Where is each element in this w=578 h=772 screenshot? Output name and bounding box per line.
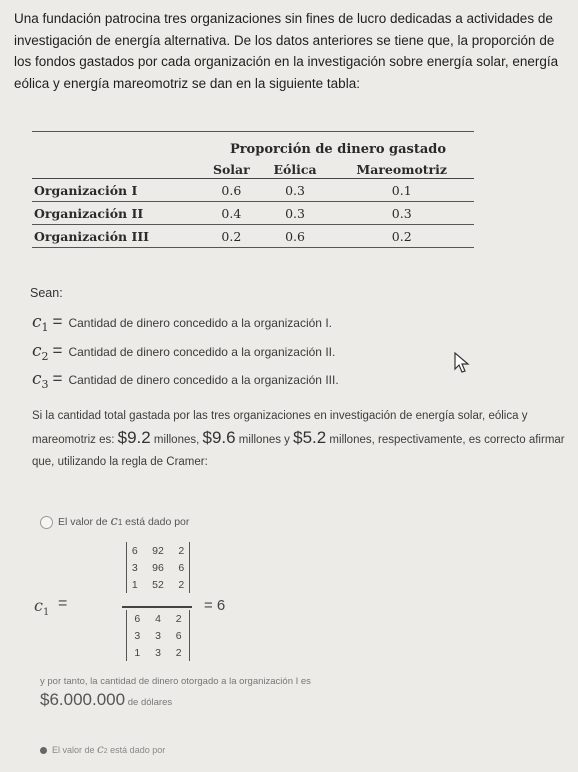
table-cell: 0.6 [202, 179, 261, 202]
definition-text: Cantidad de dinero concedido a la organización I. [68, 316, 332, 330]
answer-option-1[interactable]: El valor de c1 está dado por [40, 514, 189, 529]
numerator-determinant: 6 92 2 3 96 6 1 52 2 [126, 542, 190, 593]
row-label: Organización III [32, 225, 202, 248]
problem-intro: Una fundación patrocina tres organizaciones sin fines de lucro dedicadas a actividades de investigación de energía alternativa. De los datos anteriores se tiene que, la proporción de los fondos gastados por cada organización en la investigación sobre energía solar, energía eólica y energía mareomotriz se dan en la siguiente tabla: [14, 11, 559, 91]
table-row [32, 179, 474, 202]
formula-equals: = [58, 595, 68, 612]
table-row [32, 225, 474, 248]
amount-solar: $9.2 [117, 428, 151, 447]
option-1-conclusion: y por tanto, la cantidad de dinero otorgado a la organización I es $6.000.000 de dólares [40, 676, 311, 709]
definition-c3: $c_3$ = Cantidad de dinero concedido a la organización III. [32, 369, 339, 391]
radio-button[interactable] [40, 747, 47, 754]
table-cell: 0.4 [202, 202, 261, 225]
table-cell: 0.3 [261, 202, 330, 225]
mouse-cursor-icon [454, 352, 470, 374]
table-group-header: Proporción de dinero gastado [229, 141, 447, 157]
amount-mareomotriz: $5.2 [293, 428, 327, 447]
table-cell: 0.2 [202, 225, 261, 248]
variable: $c_3$ [32, 369, 49, 391]
table-cell: 0.3 [329, 202, 474, 225]
amount-eolica: $9.6 [202, 428, 236, 447]
problem-statement: Si la cantidad total gastada por las tres organizaciones en investigación de energía solar, eólica y mareomotriz es: $9.2 millones, $9.6 millones y $5.2 millones, respectivamente, es correcto afirmar que, utilizando la regla de Cramer: [32, 410, 565, 468]
column-header-eolica: Eólica [261, 160, 330, 179]
definition-text: Cantidad de dinero concedido a la organización II. [68, 345, 336, 359]
formula-lhs: $c_1$ [34, 596, 50, 618]
definition-c1: $c_1$ = Cantidad de dinero concedido a la organización I. [32, 312, 332, 334]
radio-button[interactable] [40, 516, 53, 529]
definition-text: Cantidad de dinero concedido a la organización III. [68, 373, 339, 387]
sean-label: Sean: [30, 286, 63, 300]
table-row [32, 202, 474, 225]
table-top-rule [32, 131, 474, 132]
table-cell: 0.6 [261, 225, 330, 248]
column-header-solar: Solar [202, 160, 261, 179]
formula-result: = 6 [204, 597, 226, 614]
answer-option-2[interactable]: El valor de c2 está dado por [40, 742, 165, 756]
row-label: Organización II [32, 202, 202, 225]
column-header-mareomotriz: Mareomotriz [329, 160, 474, 179]
row-label: Organización I [32, 179, 202, 202]
denominator-determinant: 6 4 2 3 3 6 1 3 2 [126, 610, 190, 661]
fraction-line [122, 606, 192, 608]
variable: $c_1$ [32, 312, 49, 334]
table-cell: 0.3 [261, 179, 330, 202]
table-cell: 0.1 [329, 179, 474, 202]
cramer-formula [34, 540, 294, 670]
table-cell: 0.2 [329, 225, 474, 248]
variable: $c_2$ [32, 341, 49, 363]
definition-c2: $c_2$ = Cantidad de dinero concedido a la organización II. [32, 341, 336, 363]
conclusion-amount: $6.000.000 [40, 690, 126, 709]
